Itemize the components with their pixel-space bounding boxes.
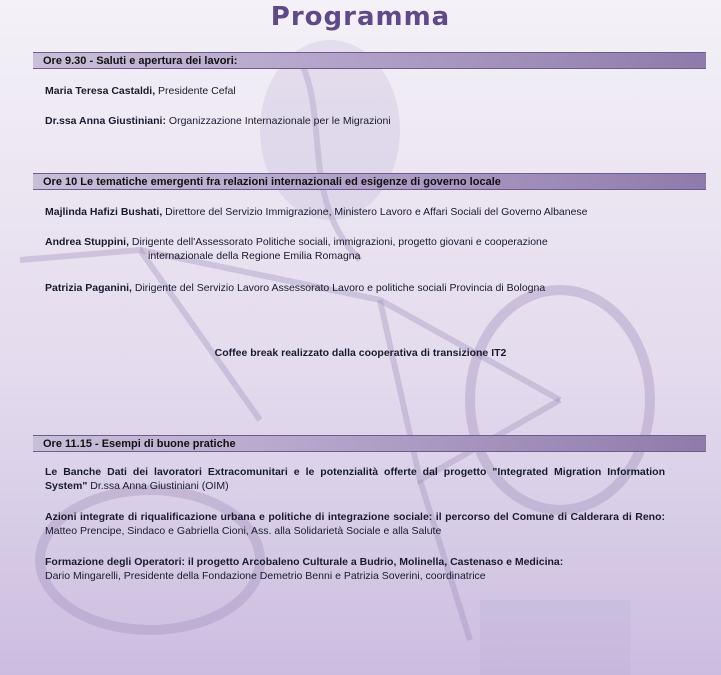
speaker-line xyxy=(45,84,236,98)
page-title: Programma xyxy=(270,2,451,32)
speaker-line xyxy=(45,281,545,295)
practice-title: Le Banche Dati dei lavoratori Extracomunitari e le potenzialità offerte dal progetto "Integrated Migration Information System" xyxy=(45,466,665,492)
speaker-role: Presidente Cefal xyxy=(155,85,236,97)
section-header-themes: Ore 10 Le tematiche emergenti fra relazioni internazionali ed esigenze di governo locale xyxy=(33,173,706,190)
practice-item xyxy=(45,510,665,538)
practice-speakers: Dario Mingarelli, Presidente della Fondazione Demetrio Benni e Patrizia Soverini, coordinatrice xyxy=(45,570,486,582)
section-header-opening: Ore 9.30 - Saluti e apertura dei lavori: xyxy=(33,52,706,69)
speaker-role: Dirigente dell'Assessorato Politiche sociali, immigrazioni, progetto giovani e cooperazione xyxy=(129,236,548,248)
speaker-name: Maria Teresa Castaldi, xyxy=(45,85,156,97)
section-header-best-practices: Ore 11.15 - Esempi di buone pratiche xyxy=(33,435,706,452)
speaker-name: Patrizia Paganini, xyxy=(45,282,132,294)
speaker-name: Andrea Stuppini, xyxy=(45,236,129,248)
speaker-line xyxy=(45,235,665,249)
practice-title: Azioni integrate di riqualificazione urbana e politiche di integrazione sociale: il percorso del Comune di Calderara di Reno: xyxy=(45,511,665,523)
speaker-role: Direttore del Servizio Immigrazione, Ministero Lavoro e Affari Sociali del Governo Albanese xyxy=(162,206,588,218)
speaker-line xyxy=(45,205,588,219)
speaker-name: Majlinda Hafizi Bushati, xyxy=(45,206,163,218)
practice-item xyxy=(45,465,665,493)
speaker-line xyxy=(45,114,391,128)
speaker-role: Organizzazione Internazionale per le Migrazioni xyxy=(165,115,391,127)
speaker-role: Dirigente del Servizio Lavoro Assessorato Lavoro e politiche sociali Provincia di Bologna xyxy=(131,282,546,294)
practice-item xyxy=(45,555,665,583)
coffee-break-note: Coffee break realizzato dalla cooperativa di transizione IT2 xyxy=(214,347,507,359)
speaker-role-continued: internazionale della Regione Emilia Romagna xyxy=(148,250,361,262)
practice-speakers: Dr.ssa Anna Giustiniani (OIM) xyxy=(87,480,229,492)
practice-speakers: Matteo Prencipe, Sindaco e Gabriella Cioni, Ass. alla Solidarietà Sociale e alla Salute xyxy=(45,525,442,537)
speaker-name: Dr.ssa Anna Giustiniani: xyxy=(45,115,166,127)
practice-title: Formazione degli Operatori: il progetto Arcobaleno Culturale a Budrio, Molinella, Castenaso e Medicina: xyxy=(45,556,564,568)
